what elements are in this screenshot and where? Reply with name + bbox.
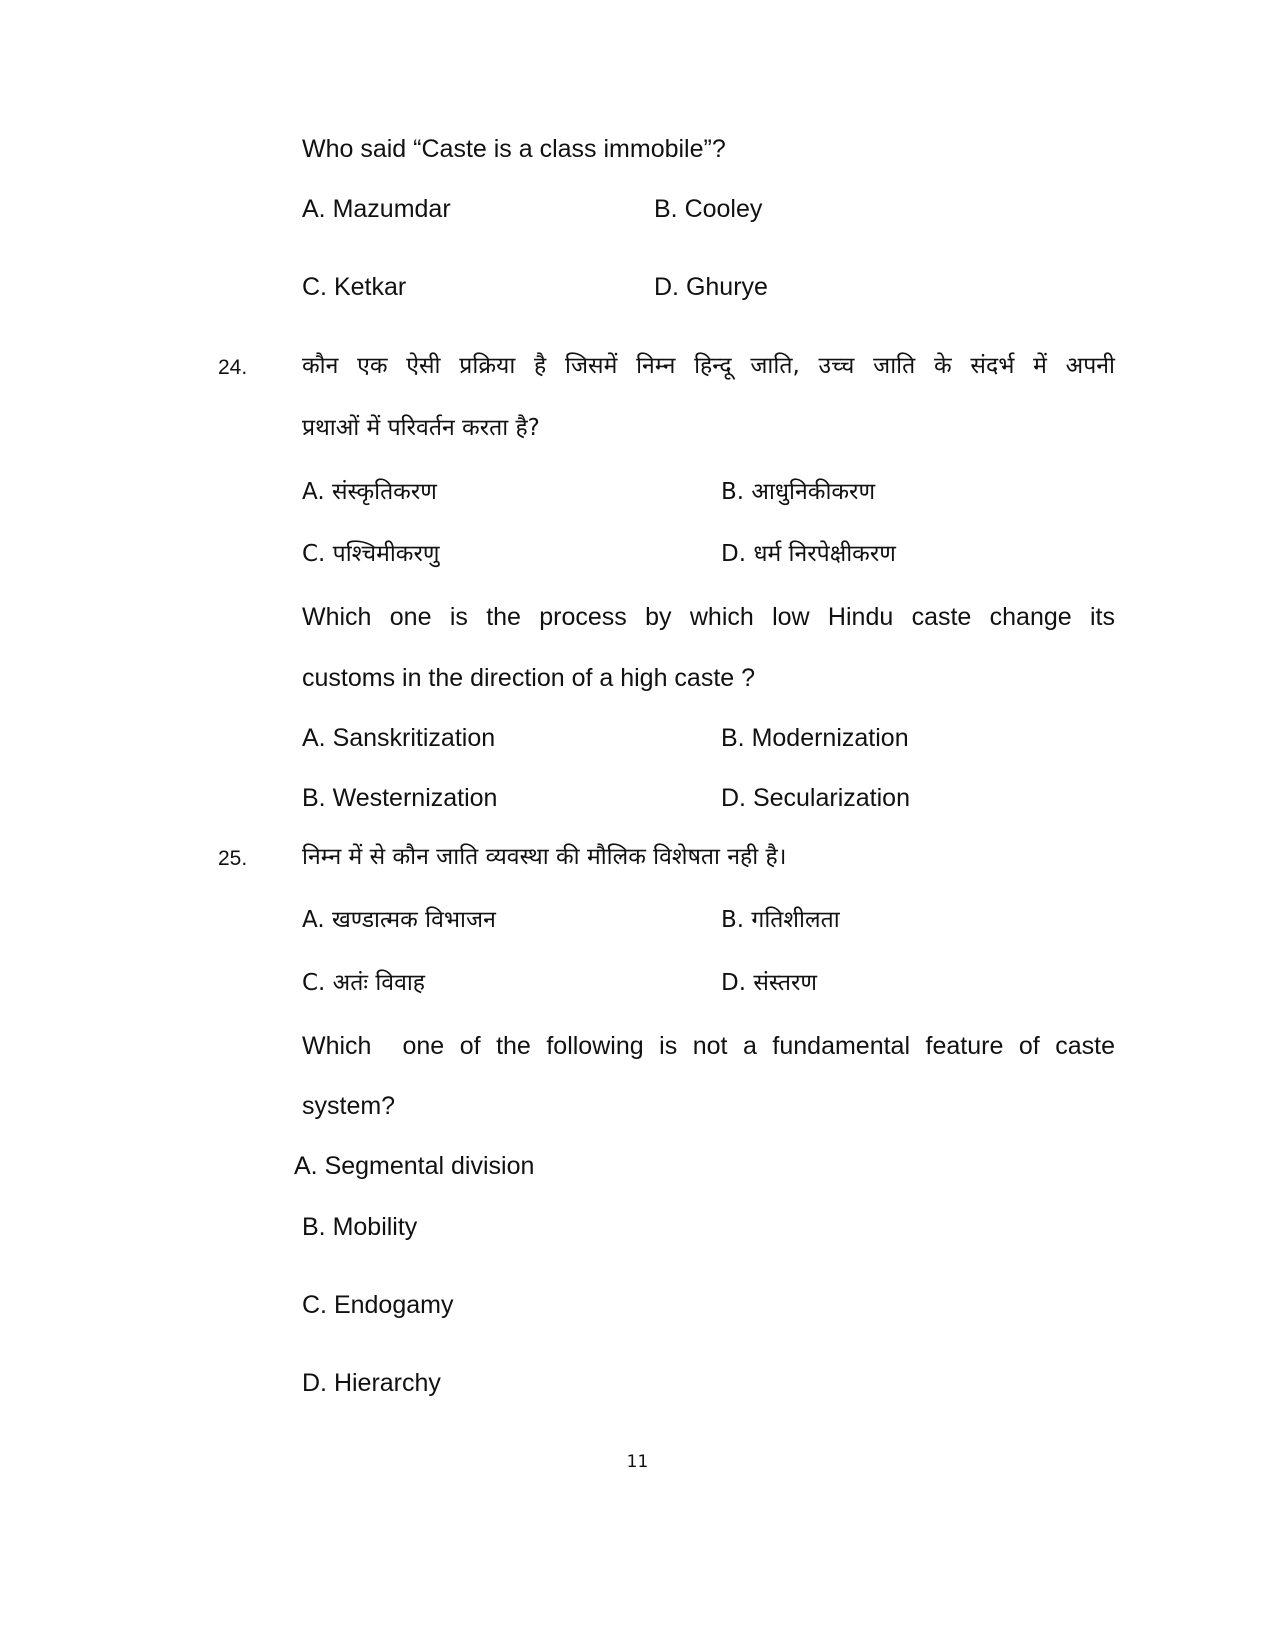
q24-question-en-line1: Which one is the process by which low Hindu caste change its [302, 603, 1115, 631]
q25-question-en-line1: Which one of the following is not a fundamental feature of caste [302, 1032, 1115, 1060]
q23-option-a: A. Mazumdar [302, 195, 451, 223]
q24-option-en-b: B. Modernization [721, 724, 909, 752]
q25-question-en-line2: system? [302, 1092, 396, 1120]
q25-question-hi: निम्न में से कौन जाति व्यवस्था की मौलिक विशेषता नही है। [302, 844, 787, 870]
q23-question-en: Who said “Caste is a class immobile”? [302, 135, 726, 163]
q25-option-hi-b: B. गतिशीलता [721, 907, 840, 933]
q24-option-hi-b: B. आधुनिकीकरण [721, 479, 876, 505]
q25-number: 25. [218, 847, 248, 870]
q25-option-hi-d: D. संस्तरण [721, 970, 817, 996]
q25-option-en-b: B. Mobility [302, 1213, 418, 1241]
q24-option-hi-a: A. संस्कृतिकरण [302, 479, 437, 505]
q24-question-hi-line1: कौन एक ऐसी प्रक्रिया है जिसमें निम्न हिन्दू जाति, उच्च जाति के संदर्भ में अपनी [302, 353, 1115, 379]
q25-option-en-d: D. Hierarchy [302, 1369, 441, 1397]
q24-option-hi-c: C. पश्चिमीकरणु [302, 541, 440, 567]
q23-option-b: B. Cooley [654, 195, 763, 223]
page-number: 11 [626, 1452, 649, 1472]
q25-option-en-c: C. Endogamy [302, 1291, 454, 1319]
q24-option-en-a: A. Sanskritization [302, 724, 496, 752]
q24-number: 24. [218, 356, 248, 379]
q24-option-hi-d: D. धर्म निरपेक्षीकरण [721, 541, 896, 567]
q24-question-hi-line2: प्रथाओं में परिवर्तन करता है? [302, 415, 540, 441]
q24-question-en-line2: customs in the direction of a high caste ? [302, 664, 756, 692]
q24-option-en-c: B. Westernization [302, 784, 498, 812]
q24-option-en-d: D. Secularization [721, 784, 910, 812]
q23-option-c: C. Ketkar [302, 273, 407, 301]
q25-option-hi-c: C. अतंः विवाह [302, 970, 426, 996]
q25-option-en-a: A. Segmental division [294, 1152, 535, 1180]
q25-option-hi-a: A. खण्डात्मक विभाजन [302, 907, 496, 933]
q23-option-d: D. Ghurye [654, 273, 768, 301]
